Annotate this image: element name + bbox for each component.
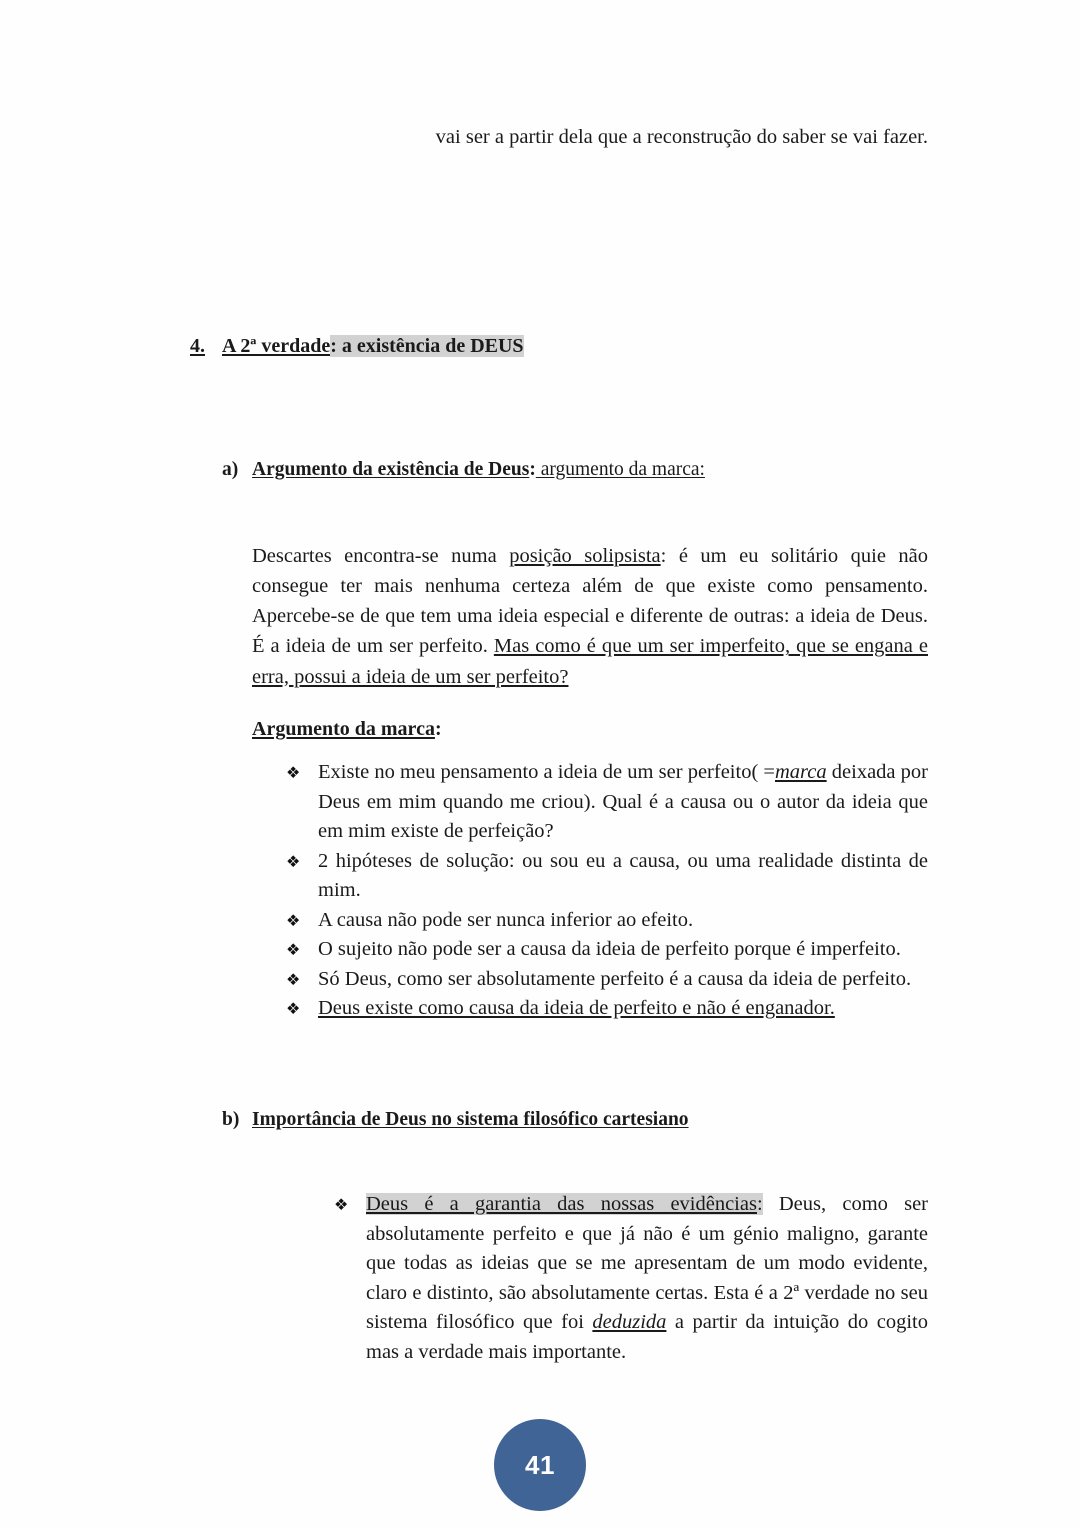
subsection-a-subtitle: argumento da marca: — [535, 459, 705, 480]
list-item-part-1: Deus, como ser absolutamente perfeito e que já não é um génio maligno, garante que todas as ideias que se me apresentam de um modo evidente, claro e distinto, são absolutamente certas. Esta é a 2ª verdade no seu sistema filosófico que foi — [366, 1193, 928, 1334]
section-heading-text — [222, 333, 930, 359]
section-heading-4 — [190, 333, 930, 359]
floret-bullet-icon: ❖ — [334, 1195, 349, 1214]
list-item-pre: Só Deus, como ser absolutamente perfeito é a causa da ideia de perfeito. — [318, 967, 912, 990]
page-number-label: 41 — [525, 1449, 555, 1480]
subsection-b-marker: b) — [222, 1109, 240, 1130]
list-item-pre: 2 hipóteses de solução: ou sou eu a causa, ou uma realidade distinta de mim. — [318, 849, 928, 902]
subsection-b-text — [252, 1107, 932, 1132]
subsection-a-marker: a) — [222, 459, 239, 480]
list-item — [286, 965, 928, 995]
list-item-pre: O sujeito não pode ser a causa da ideia de perfeito porque é imperfeito. — [318, 938, 901, 961]
list-item-text — [318, 965, 928, 995]
list-item-text — [366, 1190, 928, 1367]
bullet-list-a — [286, 758, 928, 1024]
list-item-emphasis: marca — [775, 761, 827, 783]
list-item-pre: Existe no meu pensamento a ideia de um ser perfeito( = — [318, 761, 775, 783]
list-item — [334, 1190, 928, 1367]
continuation-line-text: vai ser a partir dela que a reconstrução do saber se vai fazer. — [435, 126, 928, 148]
list-item-emphasis: deduzida — [592, 1311, 667, 1334]
floret-bullet-icon: ❖ — [286, 763, 301, 782]
list-item-text — [318, 906, 928, 936]
paragraph-part-1: Descartes encontra-se numa — [252, 545, 510, 567]
paragraph-underlined-1: posição solipsista — [509, 545, 661, 567]
list-item — [286, 758, 928, 847]
list-item-text — [318, 847, 928, 906]
floret-bullet-icon: ❖ — [286, 910, 301, 930]
list-item — [286, 935, 928, 965]
section-heading-underlined: A 2ª verdade — [222, 335, 331, 357]
floret-bullet-icon: ❖ — [286, 851, 301, 871]
mini-heading-argumento-da-marca — [252, 716, 928, 742]
list-item-text — [318, 994, 928, 1024]
list-item-colon: : — [756, 1193, 763, 1215]
list-item — [286, 847, 928, 906]
list-item — [286, 906, 928, 936]
floret-bullet-icon: ❖ — [286, 999, 301, 1019]
subsection-b-title: Importância de Deus no sistema filosófico cartesiano — [252, 1109, 689, 1130]
floret-bullet-icon: ❖ — [286, 969, 301, 989]
list-item-text — [318, 935, 928, 965]
list-item — [286, 994, 928, 1024]
list-item-text — [318, 758, 928, 847]
paragraph-part-2: : é um eu solitário quie não consegue ter mais nenhuma certeza além de que existe como pensamento. Apercebe-se de que tem uma ideia especial e diferente de outras: a ideia de Deus. É a ideia de um ser perfeito. — [252, 545, 929, 658]
subsection-a-colon: : — [529, 459, 536, 480]
page-number-badge — [494, 1419, 586, 1511]
subsection-a-text — [252, 457, 932, 482]
list-item-pre: A causa não pode ser nunca inferior ao efeito. — [318, 908, 694, 931]
section-heading-highlight: a existência de DEUS — [336, 335, 524, 357]
subsection-a-title: Argumento da existência de Deus — [252, 459, 530, 480]
body-paragraph — [252, 541, 928, 692]
subsection-heading-b — [222, 1107, 932, 1132]
list-item-post: deixada por Deus em mim quando me criou). Qual é a causa ou o autor da ideia que em mim existe de perfeição? — [318, 761, 928, 843]
subsection-heading-a — [222, 457, 932, 482]
mini-heading-title: Argumento da marca — [252, 718, 435, 740]
bullet-list-b — [334, 1190, 928, 1367]
section-heading-marker: 4. — [190, 335, 205, 357]
list-item-pre: Deus existe como causa da ideia de perfeito e não é enganador. — [318, 997, 835, 1020]
list-item-highlight: Deus é a garantia das nossas evidências — [366, 1193, 757, 1215]
continuation-line — [252, 124, 928, 152]
mini-heading-colon: : — [434, 718, 442, 740]
list-item-part-2: a partir da intuição do cogito mas a verdade mais importante. — [366, 1311, 928, 1363]
section-heading-colon: : — [330, 335, 337, 357]
floret-bullet-icon: ❖ — [286, 940, 301, 960]
paragraph-underlined-2: Mas como é que um ser imperfeito, que se engana e erra, possui a ideia de um ser perfeito? — [252, 635, 928, 688]
